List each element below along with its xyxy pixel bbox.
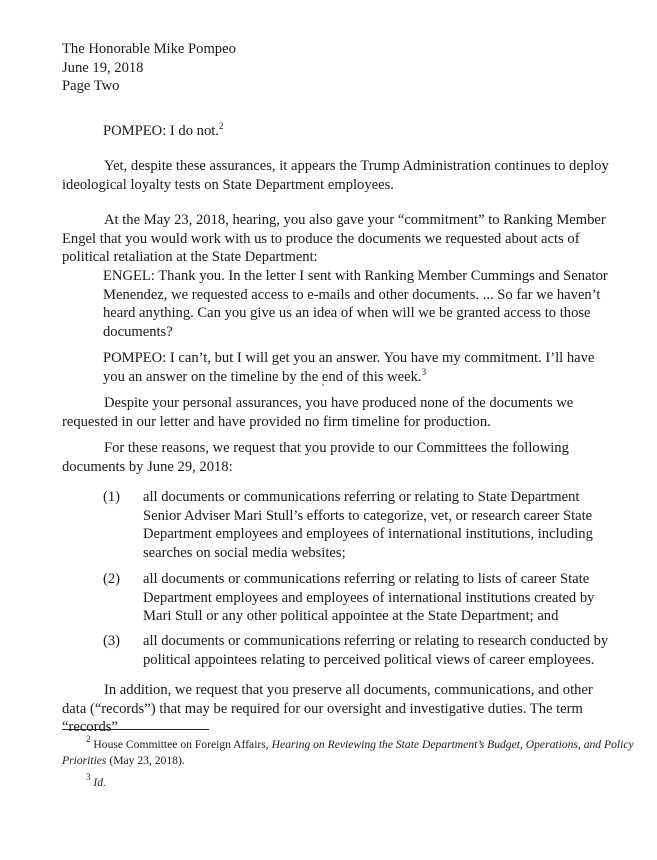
- recipient-name: The Honorable Mike Pompeo: [62, 41, 236, 57]
- footnote-id: Id.: [93, 776, 106, 789]
- footnote-2: $^2$ House Committee on Foreign Affairs, Hearing on Reviewing the State Department’s Budget, Operations, and Policy Priorities (May 23, 2018).: [62, 734, 634, 767]
- footnote-number: 2: [86, 734, 91, 744]
- letter-date: June 19, 2018: [62, 59, 144, 76]
- request-item: all documents or communications referring or relating to State Department Senior Adviser Mari Stull’s efforts to categorize, vet, or research career State Department employees and employees of international institutions, including searches on social media websites;: [143, 489, 593, 561]
- hearing-title: Hearing on Reviewing the State Department’s Budget, Operations, and Policy Priorities: [62, 738, 634, 767]
- footnote-3: [62, 772, 642, 791]
- request-number: (3): [103, 633, 121, 649]
- paragraph-hearing-commitment: At the May 23, 2018, hearing, you also gave your “commitment” to Ranking Member Engel that you would work with us to produce the documents we requested about acts of political retaliation at the State Department:: [62, 212, 606, 265]
- footnote-ref-3: 3: [421, 366, 427, 377]
- paragraph-reasons: For these reasons, we request that you provide to our Committees the following documents by June 29, 2018:: [62, 440, 569, 475]
- pompeo-reply-2: POMPEO: I can’t, but I will get you an answer. You have my commitment. I’ll have you an answer on the timeline by the end of this week.$^3$: [103, 350, 595, 385]
- footnote-divider: [62, 729, 209, 730]
- page-label: Page Two: [62, 78, 120, 94]
- engel-quote: ENGEL: Thank you. In the letter I sent with Ranking Member Cummings and Senator Menendez, we requested access to e-mails and other documents. ... So far we haven’t heard anything. Can you give us an idea of when will we be granted access to those documents?: [103, 268, 608, 340]
- letter-header: [62, 40, 236, 96]
- footnote-number: 3: [86, 772, 91, 782]
- pompeo-reply-1: POMPEO: I do not.$^2$: [103, 121, 224, 139]
- request-number: (2): [103, 571, 121, 587]
- footnote-ref-2: 2: [218, 121, 224, 131]
- request-item: all documents or communications referring or relating to research conducted by political appointees relating to perceived political views of career employees.: [143, 633, 609, 668]
- request-item: all documents or communications referring or relating to lists of career State Department employees and employees of international institutions created by Mari Stull or any other political appointee at the State Department; and: [143, 571, 595, 624]
- paragraph-preserve-records: In addition, we request that you preserve all documents, communications, and other data (“records”) that may be required for our oversight and investigative duties. The term “records”: [62, 682, 593, 735]
- request-number: (1): [103, 489, 121, 505]
- paragraph-despite-personal: Despite your personal assurances, you have produced none of the documents we requested in our letter and have provided no firm timeline for production.: [62, 395, 574, 430]
- scan-speck: [322, 384, 324, 386]
- paragraph-despite-assurances: Yet, despite these assurances, it appears the Trump Administration continues to deploy ideological loyalty tests on State Department employees.: [62, 158, 609, 193]
